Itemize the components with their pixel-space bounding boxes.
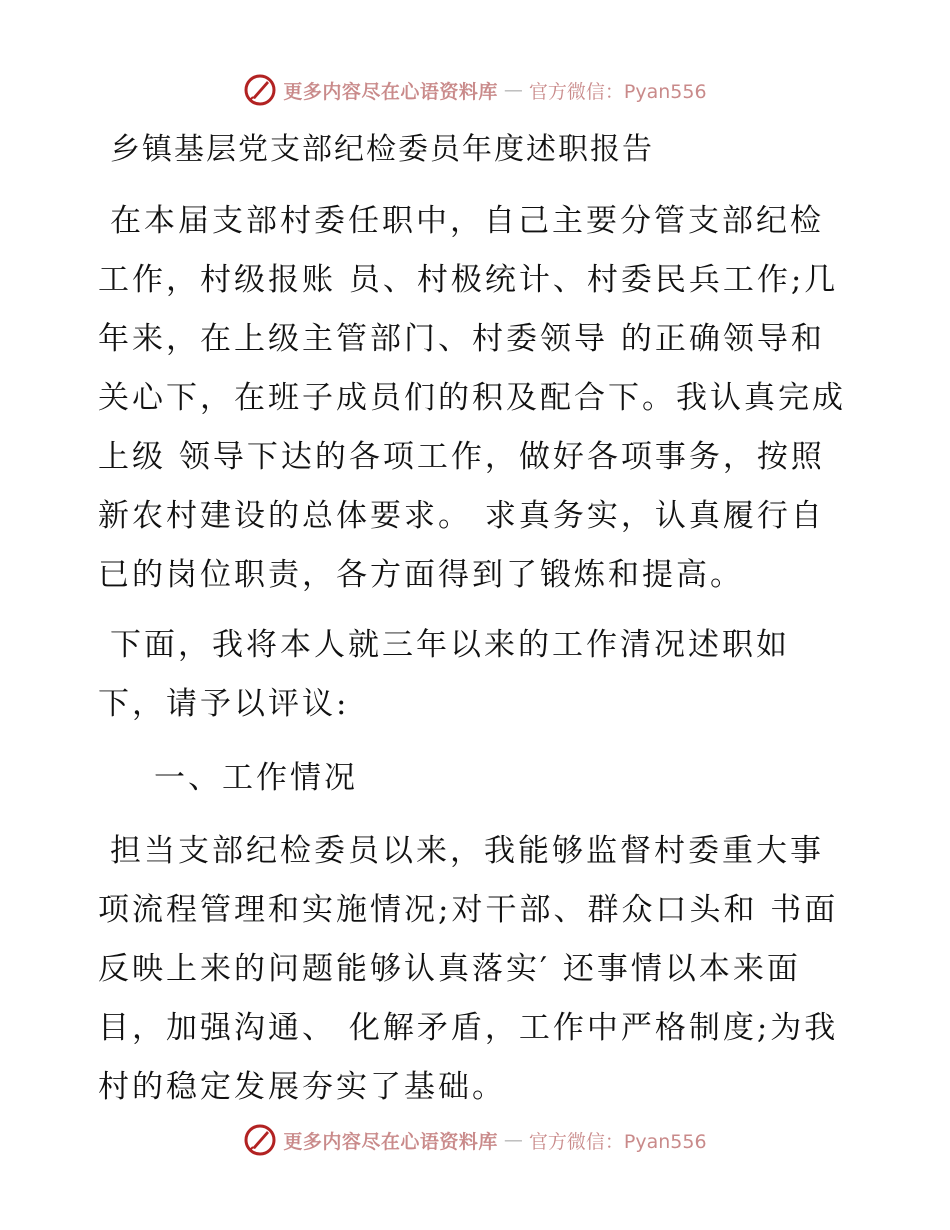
paragraph-line: 目，加强沟通、 化解矛盾，工作中严格制度;为我 (98, 1010, 839, 1046)
quill-logo-icon (243, 1123, 277, 1157)
paragraph-intro (98, 192, 858, 605)
paragraph-line: 工作，村级报账 员、村极统计、村委民兵工作;几 (98, 262, 839, 298)
watermark-dash: — (503, 79, 523, 101)
section-heading: 一、工作情况 (154, 760, 358, 796)
paragraph-line: 在本届支部村委任职中，自己主要分管支部纪检 (110, 203, 824, 239)
document-title: 乡镇基层党支部纪检委员年度述职报告 (110, 132, 654, 167)
watermark-wechat-text: 官方微信：Pyan556 (528, 1130, 707, 1153)
paragraph-line: 新农村建设的总体要求。 求真务实，认真履行自 (98, 498, 825, 534)
footer-watermark (0, 1120, 950, 1160)
paragraph-line: 项流程管理和实施情况;对干部、群众口头和 书面 (98, 892, 839, 928)
paragraph-line: 年来，在上级主管部门、村委领导 的正确领导和 (98, 321, 825, 357)
watermark-dash: — (503, 1129, 523, 1151)
paragraph-line: 下，请予以评议: (98, 686, 350, 722)
watermark-brand-text: 更多内容尽在心语资料库 (283, 1130, 498, 1153)
paragraph-line: 已的岗位职责，各方面得到了锻炼和提高。 (98, 557, 744, 593)
quill-logo-icon (243, 73, 277, 107)
paragraph-line: 关心下，在班子成员们的积及配合下。我认真完成 (98, 380, 846, 416)
paragraph-line: 反映上来的问题能够认真落实′ 还事情以本来面 (98, 951, 801, 987)
paragraph-line: 村的稳定发展夯实了基础。 (98, 1069, 506, 1105)
paragraph-line: 担当支部纪检委员以来，我能够监督村委重大事 (110, 833, 824, 869)
paragraph-line: 上级 领导下达的各项工作，做好各项事务，按照 (98, 439, 825, 475)
watermark-wechat-text: 官方微信：Pyan556 (528, 80, 707, 103)
watermark-brand-text: 更多内容尽在心语资料库 (283, 80, 498, 103)
paragraph-work-situation (98, 822, 858, 1117)
paragraph-line: 下面，我将本人就三年以来的工作清况述职如 (110, 627, 790, 663)
header-watermark (0, 70, 950, 110)
paragraph-transition (98, 616, 858, 734)
